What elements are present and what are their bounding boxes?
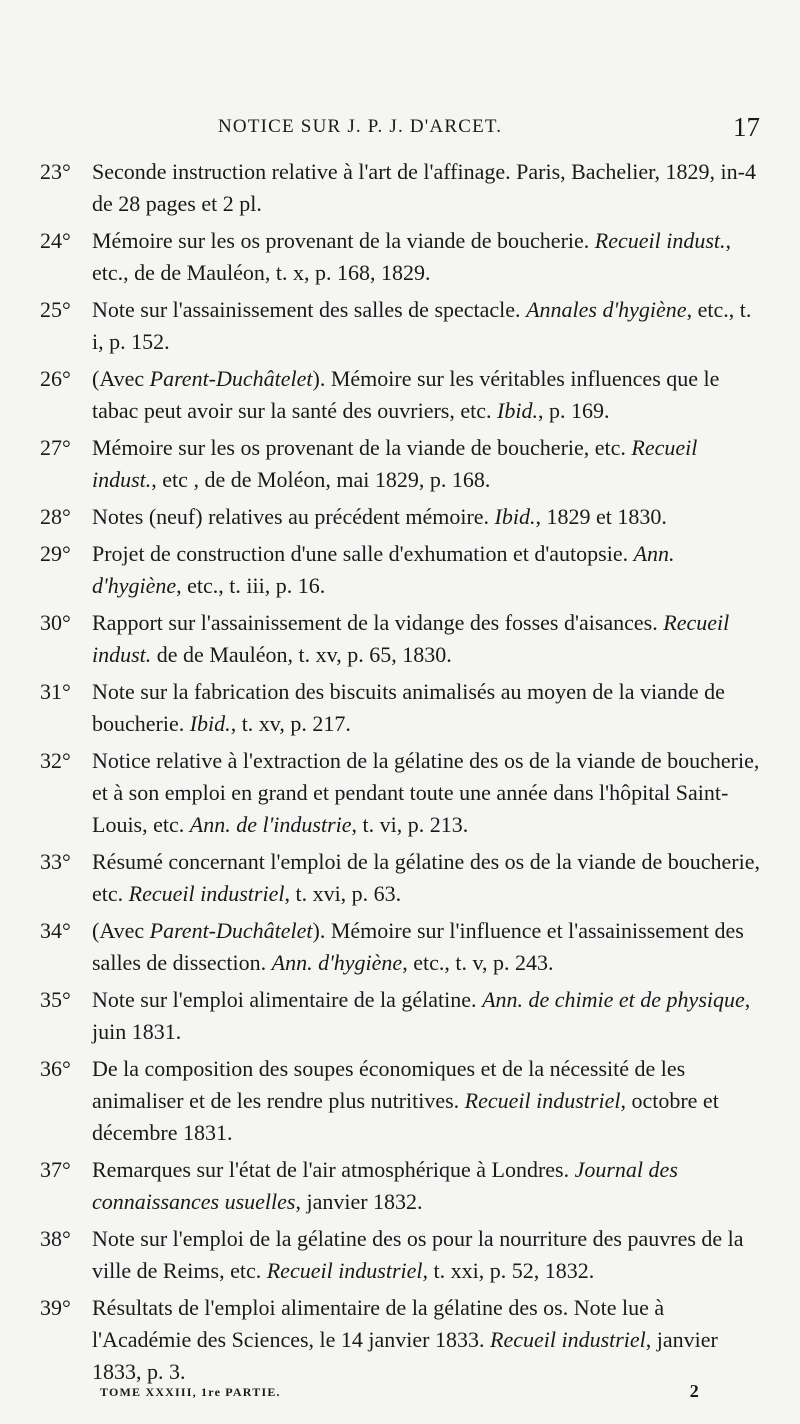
volume-signature: TOME XXXIII, 1re PARTIE. — [100, 1385, 281, 1399]
entry-text-part: ). Mémoire sur l'influence et l'assainissement des salles de dissection. — [92, 918, 744, 975]
entry-number: 25° — [40, 297, 71, 322]
entry-text-part: , p. 169. — [537, 398, 610, 423]
bibliography-entry — [40, 156, 765, 220]
entry-number: 30° — [40, 610, 71, 635]
entry-text-part: Projet de construction d'une salle d'exhumation et d'autopsie. — [92, 541, 634, 566]
entry-text-part: , etc., t. i, p. 152. — [92, 297, 752, 354]
entry-text-part: Résumé concernant l'emploi de la gélatine des os de la viande de boucherie, etc. — [92, 849, 760, 906]
entry-number: 29° — [40, 541, 71, 566]
entry-text-part: , etc., de de Mauléon, t. x, p. 168, 1829. — [92, 228, 732, 285]
entry-citation-italic: Ann. d'hygiène — [271, 950, 403, 975]
entry-citation-italic: Ann. de l'industrie — [189, 812, 352, 837]
entry-citation-italic: Recueil industriel — [464, 1088, 621, 1113]
entry-text — [92, 541, 675, 598]
entry-text — [92, 504, 667, 529]
page-footer — [100, 1381, 700, 1409]
entry-text — [92, 679, 725, 736]
entry-text-part: , t. xv, p. 217. — [230, 711, 351, 736]
entry-text — [92, 1226, 744, 1283]
entry-number: 26° — [40, 366, 71, 391]
entry-text-part: , t. vi, p. 213. — [351, 812, 469, 837]
entry-citation-italic: Ibid. — [497, 398, 538, 423]
entry-citation-italic: Ibid. — [494, 504, 536, 529]
entry-text-part: De la composition des soupes économiques et de la nécessité de les animaliser et de les rendre plus nutritives. — [92, 1056, 686, 1113]
entry-number: 35° — [40, 987, 71, 1012]
bibliography-entry — [40, 1292, 765, 1388]
entry-citation-italic: Recueil industriel — [266, 1258, 423, 1283]
entry-number: 32° — [40, 748, 71, 773]
entry-text-part: Résultats de l'emploi alimentaire de la gélatine des os. Note lue à l'Académie des Sciences, le 14 janvier 1833. — [92, 1295, 665, 1352]
entry-number: 38° — [40, 1226, 71, 1251]
entry-text — [92, 987, 750, 1044]
bibliography-entry — [40, 1223, 765, 1287]
entry-text — [92, 918, 744, 975]
entry-number: 24° — [40, 228, 71, 253]
entry-text-part: , etc., t. iii, p. 16. — [176, 573, 326, 598]
entry-citation-italic: Recueil industriel — [490, 1327, 646, 1352]
entry-text — [92, 849, 760, 906]
entry-text-part: , octobre et décembre 1831. — [92, 1088, 719, 1145]
entry-number: 33° — [40, 849, 71, 874]
entry-citation-italic: Ann. d'hygiène — [92, 541, 675, 598]
entry-text-part: (Avec — [92, 918, 150, 943]
entry-text — [92, 366, 719, 423]
bibliography-entry — [40, 294, 765, 358]
bibliography-entry — [40, 363, 765, 427]
bibliography-entry — [40, 501, 765, 533]
entry-text-part: Note sur l'emploi alimentaire de la gélatine. — [92, 987, 483, 1012]
bibliography-entry — [40, 984, 765, 1048]
entry-text-part: Note sur l'assainissement des salles de spectacle. — [92, 297, 527, 322]
entry-number: 31° — [40, 679, 71, 704]
entry-text — [92, 435, 697, 492]
signature-mark: 2 — [689, 1381, 700, 1401]
bibliography-entry — [40, 432, 765, 496]
entry-text-part: , t. xxi, p. 52, 1832. — [422, 1258, 595, 1283]
page-number: 17 — [733, 112, 760, 142]
entry-citation-italic: Recueil indust. — [92, 435, 698, 492]
entry-text — [92, 1295, 718, 1384]
bibliography-entry — [40, 676, 765, 740]
bibliography-entry — [40, 915, 765, 979]
entry-text — [92, 748, 759, 837]
bibliography-entry — [40, 1154, 765, 1218]
entry-text-part: Mémoire sur les os provenant de la viande de boucherie. — [92, 228, 595, 253]
entry-text — [92, 1157, 678, 1214]
entry-text-part: , juin 1831. — [92, 987, 751, 1044]
entry-text-part: , janvier 1832. — [295, 1189, 423, 1214]
entry-text-part: , 1829 et 1830. — [535, 504, 667, 529]
entry-citation-italic: Recueil indust. — [594, 228, 726, 253]
entry-text — [92, 228, 731, 285]
entry-citation-italic: Recueil indust. — [92, 610, 730, 667]
entry-number: 27° — [40, 435, 71, 460]
entry-citation-italic: Ibid. — [189, 711, 231, 736]
entry-citation-italic: Annales d'hygiène — [526, 297, 687, 322]
bibliography-entry — [40, 745, 765, 841]
entry-text-part: Note sur la fabrication des biscuits animalisés au moyen de la viande de boucherie. — [92, 679, 725, 736]
entry-citation-italic: Ann. de chimie et de physique — [482, 987, 745, 1012]
bibliography-entry — [40, 607, 765, 671]
entry-text-part: Note sur l'emploi de la gélatine des os pour la nourriture des pauvres de la ville de Reims, etc. — [92, 1226, 744, 1283]
entry-text — [92, 297, 751, 354]
entry-text-part: , etc , de de Moléon, mai 1829, p. 168. — [151, 467, 491, 492]
entry-number: 23° — [40, 159, 71, 184]
entry-text — [92, 610, 729, 667]
entry-number: 39° — [40, 1295, 71, 1320]
entry-citation-italic: Parent-Duchâtelet — [149, 366, 313, 391]
entry-text-part: (Avec — [92, 366, 150, 391]
bibliography-entry — [40, 225, 765, 289]
entry-text-part: Notes (neuf) relatives au précédent mémoire. — [92, 504, 495, 529]
entry-text-part: , etc., t. v, p. 243. — [402, 950, 554, 975]
bibliography-entry — [40, 1053, 765, 1149]
entry-citation-italic: Journal des connaissances usuelles — [92, 1157, 678, 1214]
entry-citation-italic: Recueil industriel — [128, 881, 285, 906]
entry-text-part: Remarques sur l'état de l'air atmosphérique à Londres. — [92, 1157, 575, 1182]
header-title: NOTICE SUR J. P. J. D'ARCET. — [218, 116, 503, 137]
running-header — [60, 112, 760, 146]
entry-text-part: Notice relative à l'extraction de la gélatine des os de la viande de boucherie, et à son emploi en grand et pendant toute une année dans l'hôpital Saint-Louis, etc. — [92, 748, 760, 837]
entry-text — [92, 1056, 719, 1145]
bibliography-entry — [40, 846, 765, 910]
entry-text-part: Seconde instruction relative à l'art de l'affinage. Paris, Bachelier, 1829, in-4 de 28 pages et 2 pl. — [92, 159, 756, 216]
entry-text-part: Mémoire sur les os provenant de la viande de boucherie, etc. — [92, 435, 632, 460]
entry-citation-italic: Parent-Duchâtelet — [149, 918, 313, 943]
entry-number: 34° — [40, 918, 71, 943]
entry-number: 36° — [40, 1056, 71, 1081]
entry-text-part: Rapport sur l'assainissement de la vidange des fosses d'aisances. — [92, 610, 664, 635]
entry-number: 28° — [40, 504, 71, 529]
entry-text-part: , janvier 1833, p. 3. — [92, 1327, 718, 1384]
entry-text-part: , t. xvi, p. 63. — [284, 881, 402, 906]
entry-text — [92, 159, 756, 216]
entry-number: 37° — [40, 1157, 71, 1182]
entry-text-part: ). Mémoire sur les véritables influences que le tabac peut avoir sur la santé des ouvriers, etc. — [92, 366, 720, 423]
entry-text-part: de de Mauléon, t. xv, p. 65, 1830. — [151, 642, 452, 667]
bibliography-entry — [40, 538, 765, 602]
bibliography-list — [40, 156, 765, 1393]
